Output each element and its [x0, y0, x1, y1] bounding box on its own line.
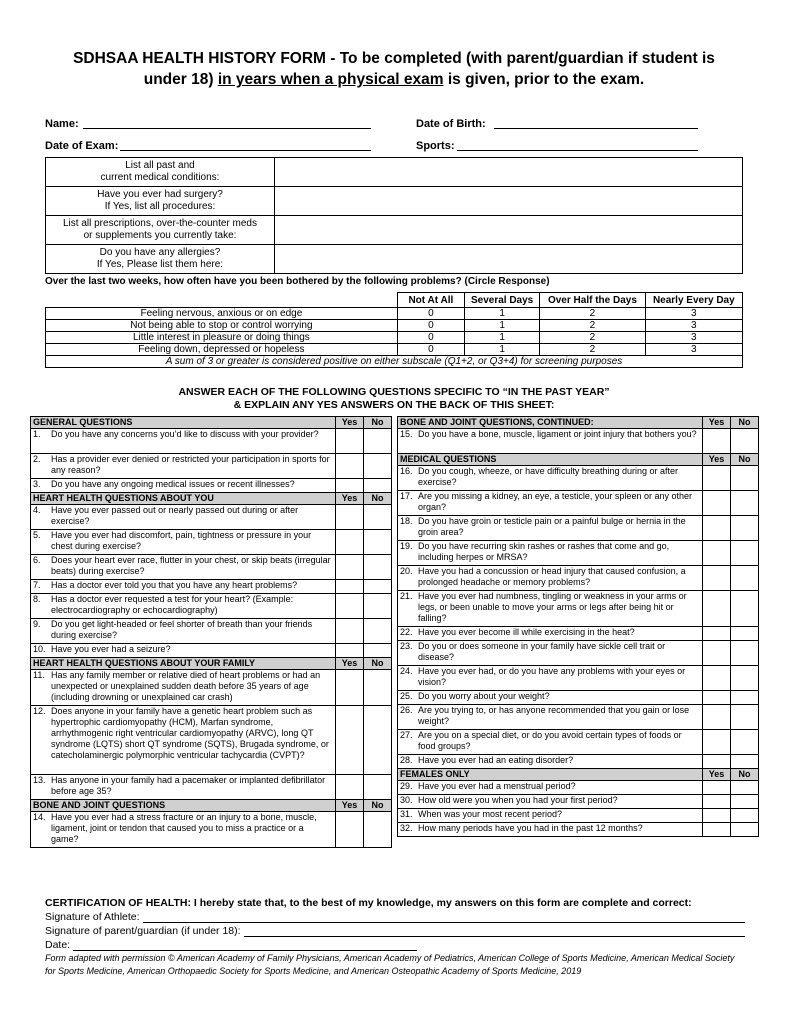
- phq-col-2: Over Half the Days: [540, 293, 645, 308]
- question-row: [31, 429, 392, 454]
- athlete-signature-label: Signature of Athlete:: [45, 911, 140, 923]
- instructions-line-2: & EXPLAIN ANY YES ANSWERS ON THE BACK OF THIS SHEET:: [233, 399, 555, 411]
- question-row: [398, 781, 759, 795]
- no-answer-cell[interactable]: [364, 505, 392, 530]
- phq-item: Little interest in pleasure or doing things: [46, 332, 398, 344]
- condition-question: [46, 216, 275, 245]
- question-row: [31, 594, 392, 619]
- yes-answer-cell[interactable]: [336, 530, 364, 555]
- condition-answer-field[interactable]: [275, 187, 743, 216]
- no-answer-cell[interactable]: [731, 591, 759, 627]
- no-answer-cell[interactable]: [731, 823, 759, 837]
- no-answer-cell[interactable]: [731, 666, 759, 691]
- no-header: No: [731, 769, 759, 781]
- no-answer-cell[interactable]: [364, 812, 392, 848]
- condition-question-line: If Yes, list all procedures:: [104, 201, 216, 212]
- yes-answer-cell[interactable]: [336, 706, 364, 775]
- question-row: [31, 775, 392, 800]
- conditions-table: [45, 157, 743, 274]
- question-text: Do you have recurring skin rashes or rashes that come and go, including herpes or MRSA?: [416, 541, 703, 566]
- no-answer-cell[interactable]: [364, 619, 392, 644]
- no-answer-cell[interactable]: [364, 454, 392, 479]
- exam-date-field[interactable]: [120, 139, 371, 151]
- question-row: [31, 530, 392, 555]
- question-text: Have you ever become ill while exercising in the heat?: [416, 627, 703, 641]
- no-answer-cell[interactable]: [731, 755, 759, 769]
- question-row: [31, 580, 392, 594]
- question-row: [398, 466, 759, 491]
- question-number: 1.: [31, 429, 50, 454]
- phq-row: [46, 308, 743, 320]
- question-text: Have you ever had a seizure?: [49, 644, 336, 658]
- section-title: MEDICAL QUESTIONS: [398, 454, 703, 466]
- section-header: [398, 769, 759, 781]
- yes-answer-cell[interactable]: [703, 466, 731, 491]
- condition-question-line: or supplements you currently take:: [83, 230, 237, 241]
- yes-answer-cell[interactable]: [336, 812, 364, 848]
- yes-answer-cell[interactable]: [703, 541, 731, 566]
- condition-row: [46, 245, 743, 274]
- question-text: Have you ever passed out or nearly passed out during or after exercise?: [49, 505, 336, 530]
- question-row: [398, 566, 759, 591]
- yes-answer-cell[interactable]: [703, 691, 731, 705]
- section-title: BONE AND JOINT QUESTIONS: [31, 800, 336, 812]
- question-text: Has a doctor ever requested a test for your heart? (Example: electrocardiography or echocardiography): [49, 594, 336, 619]
- yes-header: Yes: [336, 800, 364, 812]
- question-text: Do you have any ongoing medical issues or recent illnesses?: [49, 479, 336, 493]
- question-number: 32.: [398, 823, 417, 837]
- question-row: [31, 619, 392, 644]
- phq-response[interactable]: 1: [464, 320, 539, 332]
- question-row: [398, 516, 759, 541]
- question-number: 11.: [31, 670, 50, 706]
- question-number: 7.: [31, 580, 50, 594]
- question-row: [398, 730, 759, 755]
- question-row: [398, 755, 759, 769]
- no-answer-cell[interactable]: [364, 555, 392, 580]
- question-text: Has a provider ever denied or restricted your participation in sports for any reason?: [49, 454, 336, 479]
- question-number: 29.: [398, 781, 417, 795]
- question-text: When was your most recent period?: [416, 809, 703, 823]
- yes-answer-cell[interactable]: [703, 730, 731, 755]
- question-number: 10.: [31, 644, 50, 658]
- section-header: [31, 417, 392, 429]
- yes-answer-cell[interactable]: [336, 644, 364, 658]
- phq-response[interactable]: 0: [397, 308, 464, 320]
- question-number: 26.: [398, 705, 417, 730]
- instructions: [45, 386, 743, 412]
- question-text: Do you get light-headed or feel shorter of breath than your friends during exercise?: [49, 619, 336, 644]
- yes-answer-cell[interactable]: [703, 641, 731, 666]
- question-number: 9.: [31, 619, 50, 644]
- question-number: 24.: [398, 666, 417, 691]
- question-text: Do you have any concerns you’d like to discuss with your provider?: [49, 429, 336, 454]
- no-answer-cell[interactable]: [731, 705, 759, 730]
- date-field[interactable]: [73, 939, 417, 951]
- yes-header: Yes: [336, 493, 364, 505]
- question-number: 27.: [398, 730, 417, 755]
- condition-question-line: List all past and: [125, 160, 195, 171]
- phq-col-0: Not At All: [397, 293, 464, 308]
- question-number: 23.: [398, 641, 417, 666]
- question-text: Has any family member or relative died of heart problems or had an unexpected or unexplained sudden death before 35 years of age (including drowning or unexplained car crash): [49, 670, 336, 706]
- yes-answer-cell[interactable]: [703, 491, 731, 516]
- section-title: HEART HEALTH QUESTIONS ABOUT YOU: [31, 493, 336, 505]
- condition-question-line: Do you have any allergies?: [99, 247, 221, 258]
- no-answer-cell[interactable]: [364, 670, 392, 706]
- condition-question-line: List all prescriptions, over-the-counter meds: [63, 218, 257, 229]
- no-answer-cell[interactable]: [364, 580, 392, 594]
- condition-row: [46, 216, 743, 245]
- certification-heading: CERTIFICATION OF HEALTH: I hereby state that, to the best of my knowledge, my answers on this form are complete and correct:: [45, 897, 692, 909]
- section-header: [398, 417, 759, 429]
- question-number: 21.: [398, 591, 417, 627]
- phq-response[interactable]: 0: [397, 320, 464, 332]
- yes-answer-cell[interactable]: [703, 809, 731, 823]
- no-answer-cell[interactable]: [731, 491, 759, 516]
- condition-answer-field[interactable]: [275, 158, 743, 187]
- no-answer-cell[interactable]: [364, 594, 392, 619]
- yes-answer-cell[interactable]: [703, 566, 731, 591]
- question-row: [31, 555, 392, 580]
- question-text: Are you on a special diet, or do you avoid certain types of foods or food groups?: [416, 730, 703, 755]
- no-answer-cell[interactable]: [731, 730, 759, 755]
- yes-answer-cell[interactable]: [336, 479, 364, 493]
- no-answer-cell[interactable]: [731, 429, 759, 454]
- section-title: BONE AND JOINT QUESTIONS, CONTINUED:: [398, 417, 703, 429]
- question-row: [398, 691, 759, 705]
- question-row: [398, 541, 759, 566]
- yes-answer-cell[interactable]: [703, 781, 731, 795]
- question-number: 4.: [31, 505, 50, 530]
- question-text: Have you had a concussion or head injury that caused confusion, a prolonged headache or memory problems?: [416, 566, 703, 591]
- parent-signature-field[interactable]: [244, 925, 745, 937]
- question-text: Do you or does someone in your family have sickle cell trait or disease?: [416, 641, 703, 666]
- sports-field[interactable]: [457, 139, 698, 151]
- no-answer-cell[interactable]: [731, 809, 759, 823]
- section-header: [31, 800, 392, 812]
- yes-answer-cell[interactable]: [336, 594, 364, 619]
- question-row: [31, 505, 392, 530]
- no-answer-cell[interactable]: [364, 429, 392, 454]
- no-header: No: [364, 800, 392, 812]
- question-number: 20.: [398, 566, 417, 591]
- questions-left-table: [30, 416, 392, 848]
- phq-note: A sum of 3 or greater is considered positive on either subscale (Q1+2, or Q3+4) for screening purposes: [46, 356, 743, 368]
- question-text: Are you missing a kidney, an eye, a testicle, your spleen or any other organ?: [416, 491, 703, 516]
- no-answer-cell[interactable]: [364, 479, 392, 493]
- question-number: 8.: [31, 594, 50, 619]
- exam-date-label: Date of Exam:: [45, 140, 119, 152]
- condition-answer-field[interactable]: [275, 216, 743, 245]
- yes-answer-cell[interactable]: [336, 670, 364, 706]
- yes-answer-cell[interactable]: [703, 627, 731, 641]
- question-row: [398, 491, 759, 516]
- form-title: [40, 48, 748, 90]
- question-text: Has a doctor ever told you that you have any heart problems?: [49, 580, 336, 594]
- phq-response[interactable]: 1: [464, 344, 539, 356]
- dob-label: Date of Birth:: [416, 118, 486, 130]
- yes-header: Yes: [703, 769, 731, 781]
- name-field[interactable]: [83, 117, 371, 129]
- question-row: [31, 812, 392, 848]
- title-line-2: under 18) in years when a physical exam is given, prior to the exam.: [143, 71, 645, 88]
- no-header: No: [364, 417, 392, 429]
- no-answer-cell[interactable]: [364, 706, 392, 775]
- question-text: Have you ever had an eating disorder?: [416, 755, 703, 769]
- no-answer-cell[interactable]: [364, 644, 392, 658]
- yes-answer-cell[interactable]: [336, 619, 364, 644]
- phq-response[interactable]: 3: [645, 332, 742, 344]
- date-row: [45, 939, 417, 951]
- phq-response[interactable]: 1: [464, 332, 539, 344]
- title-underlined: in years when a physical exam: [217, 71, 444, 88]
- condition-question: [46, 245, 275, 274]
- section-title: GENERAL QUESTIONS: [31, 417, 336, 429]
- phq-response[interactable]: 2: [540, 344, 645, 356]
- question-row: [31, 644, 392, 658]
- question-text: Have you ever had numbness, tingling or weakness in your arms or legs, or been unable to move your arms or legs after being hit or falling?: [416, 591, 703, 627]
- question-text: How many periods have you had in the past 12 months?: [416, 823, 703, 837]
- yes-answer-cell[interactable]: [336, 775, 364, 800]
- no-answer-cell[interactable]: [364, 530, 392, 555]
- question-text: Has anyone in your family had a pacemaker or implanted defibrillator before age 35?: [49, 775, 336, 800]
- yes-answer-cell[interactable]: [336, 429, 364, 454]
- question-text: Have you ever had discomfort, pain, tightness or pressure in your chest during exercise?: [49, 530, 336, 555]
- no-answer-cell[interactable]: [731, 466, 759, 491]
- condition-question: [46, 187, 275, 216]
- question-text: Have you ever had a menstrual period?: [416, 781, 703, 795]
- no-header: No: [731, 417, 759, 429]
- yes-answer-cell[interactable]: [336, 454, 364, 479]
- question-number: 6.: [31, 555, 50, 580]
- condition-row: [46, 158, 743, 187]
- no-header: No: [364, 658, 392, 670]
- yes-answer-cell[interactable]: [703, 666, 731, 691]
- phq-item: Feeling nervous, anxious or on edge: [46, 308, 398, 320]
- section-header: [398, 454, 759, 466]
- parent-signature-row: [45, 925, 745, 937]
- phq-response[interactable]: 0: [397, 344, 464, 356]
- question-number: 19.: [398, 541, 417, 566]
- no-answer-cell[interactable]: [731, 691, 759, 705]
- question-number: 15.: [398, 429, 417, 454]
- question-number: 5.: [31, 530, 50, 555]
- phq-response[interactable]: 3: [645, 308, 742, 320]
- yes-header: Yes: [703, 454, 731, 466]
- question-number: 25.: [398, 691, 417, 705]
- question-row: [398, 705, 759, 730]
- question-number: 31.: [398, 809, 417, 823]
- phq-row: [46, 344, 743, 356]
- no-answer-cell[interactable]: [731, 541, 759, 566]
- question-row: [398, 666, 759, 691]
- phq-response[interactable]: 1: [464, 308, 539, 320]
- no-answer-cell[interactable]: [731, 566, 759, 591]
- question-text: Do you worry about your weight?: [416, 691, 703, 705]
- yes-answer-cell[interactable]: [703, 591, 731, 627]
- footer-credit: Form adapted with permission © American Academy of Family Physicians, American Academy of Pediatrics, American College of Sports Medicine, American Medical Society for Sports Medicine, American Orthopaedic Society for Sports Medicine, and American Osteopathic Academy of Sports Medicine, 2019: [45, 953, 735, 976]
- question-number: 28.: [398, 755, 417, 769]
- condition-question-line: If Yes, Please list them here:: [96, 259, 224, 270]
- yes-answer-cell[interactable]: [703, 823, 731, 837]
- question-number: 13.: [31, 775, 50, 800]
- phq-response[interactable]: 2: [540, 308, 645, 320]
- question-text: Have you ever had a stress fracture or an injury to a bone, muscle, ligament, joint or tendon that caused you to miss a practice or a game?: [49, 812, 336, 848]
- yes-answer-cell[interactable]: [703, 795, 731, 809]
- yes-answer-cell[interactable]: [336, 580, 364, 594]
- parent-signature-label: Signature of parent/guardian (if under 18):: [45, 925, 241, 937]
- no-answer-cell[interactable]: [731, 627, 759, 641]
- section-title: FEMALES ONLY: [398, 769, 703, 781]
- phq-item: Feeling down, depressed or hopeless: [46, 344, 398, 356]
- question-number: 16.: [398, 466, 417, 491]
- phq-row: [46, 332, 743, 344]
- question-number: 2.: [31, 454, 50, 479]
- question-row: [398, 795, 759, 809]
- yes-header: Yes: [703, 417, 731, 429]
- no-answer-cell[interactable]: [731, 516, 759, 541]
- phq-response[interactable]: 3: [645, 320, 742, 332]
- phq-response[interactable]: 3: [645, 344, 742, 356]
- question-number: 3.: [31, 479, 50, 493]
- phq-col-1: Several Days: [464, 293, 539, 308]
- condition-row: [46, 187, 743, 216]
- no-answer-cell[interactable]: [731, 795, 759, 809]
- question-row: [31, 706, 392, 775]
- condition-question-line: current medical conditions:: [100, 172, 220, 183]
- phq-table: [45, 292, 743, 368]
- phq-response[interactable]: 0: [397, 332, 464, 344]
- question-row: [398, 429, 759, 454]
- question-row: [398, 809, 759, 823]
- yes-answer-cell[interactable]: [703, 705, 731, 730]
- yes-answer-cell[interactable]: [703, 516, 731, 541]
- question-text: Do you have a bone, muscle, ligament or joint injury that bothers you?: [416, 429, 703, 454]
- condition-question-line: Have you ever had surgery?: [97, 189, 223, 200]
- no-answer-cell[interactable]: [364, 775, 392, 800]
- phq-row: [46, 320, 743, 332]
- athlete-signature-field[interactable]: [143, 911, 745, 923]
- phq-response[interactable]: 2: [540, 320, 645, 332]
- question-number: 18.: [398, 516, 417, 541]
- questions-right-table: [397, 416, 759, 837]
- yes-header: Yes: [336, 658, 364, 670]
- question-number: 22.: [398, 627, 417, 641]
- no-answer-cell[interactable]: [731, 641, 759, 666]
- phq-intro: Over the last two weeks, how often have you been bothered by the following problems? (Circle Response): [45, 276, 550, 287]
- question-number: 17.: [398, 491, 417, 516]
- no-answer-cell[interactable]: [731, 781, 759, 795]
- yes-answer-cell[interactable]: [703, 755, 731, 769]
- instructions-line-1: ANSWER EACH OF THE FOLLOWING QUESTIONS SPECIFIC TO “IN THE PAST YEAR”: [178, 386, 610, 398]
- question-text: Do you cough, wheeze, or have difficulty breathing during or after exercise?: [416, 466, 703, 491]
- question-row: [31, 670, 392, 706]
- date-label: Date:: [45, 939, 71, 951]
- question-text: Does your heart ever race, flutter in your chest, or skip beats (irregular beats) during exercise?: [49, 555, 336, 580]
- sports-label: Sports:: [416, 140, 455, 152]
- section-header: [31, 658, 392, 670]
- question-row: [31, 479, 392, 493]
- question-row: [398, 641, 759, 666]
- yes-answer-cell[interactable]: [336, 555, 364, 580]
- phq-response[interactable]: 2: [540, 332, 645, 344]
- question-row: [31, 454, 392, 479]
- athlete-signature-row: [45, 911, 745, 923]
- title-line-1: SDHSAA HEALTH HISTORY FORM - To be completed (with parent/guardian if student is: [73, 50, 715, 67]
- condition-question: [46, 158, 275, 187]
- question-text: Have you ever had, or do you have any problems with your eyes or vision?: [416, 666, 703, 691]
- yes-answer-cell[interactable]: [703, 429, 731, 454]
- name-label: Name:: [45, 118, 79, 130]
- question-text: How old were you when you had your first period?: [416, 795, 703, 809]
- phq-item: Not being able to stop or control worrying: [46, 320, 398, 332]
- no-header: No: [364, 493, 392, 505]
- question-number: 14.: [31, 812, 50, 848]
- question-text: Are you trying to, or has anyone recommended that you gain or lose weight?: [416, 705, 703, 730]
- question-number: 30.: [398, 795, 417, 809]
- question-row: [398, 627, 759, 641]
- question-row: [398, 823, 759, 837]
- no-header: No: [731, 454, 759, 466]
- dob-field[interactable]: [494, 117, 698, 129]
- yes-header: Yes: [336, 417, 364, 429]
- question-row: [398, 591, 759, 627]
- yes-answer-cell[interactable]: [336, 505, 364, 530]
- section-title: HEART HEALTH QUESTIONS ABOUT YOUR FAMILY: [31, 658, 336, 670]
- question-text: Do you have groin or testicle pain or a painful bulge or hernia in the groin area?: [416, 516, 703, 541]
- question-text: Does anyone in your family have a genetic heart problem such as hypertrophic cardiomyopathy (HCM), Marfan syndrome, arrhythmogenic right ventricular cardiomyopathy (ARVC), long QT syndrome (LQTS) short QT syndrome (SQTS), Brugada syndrome, or catecholaminergic polymorphic ventricular tachycardia (CVPT)?: [49, 706, 336, 775]
- phq-col-3: Nearly Every Day: [645, 293, 742, 308]
- question-number: 12.: [31, 706, 50, 775]
- section-header: [31, 493, 392, 505]
- condition-answer-field[interactable]: [275, 245, 743, 274]
